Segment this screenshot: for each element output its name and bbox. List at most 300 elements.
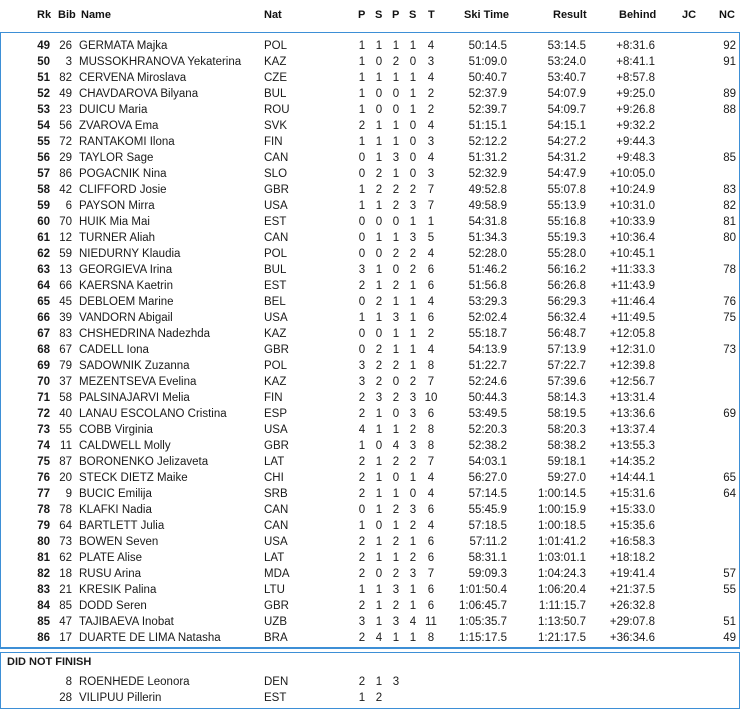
cell-ski: 1:01:50.4 [459,584,507,596]
cell-result: 57:39.6 [547,376,586,388]
cell-s2: 3 [409,200,417,212]
cell-behind: +13:31.4 [609,392,655,404]
cell-t: 4 [427,296,435,308]
cell-p1: 2 [358,600,366,612]
cell-result: 55:07.8 [547,184,586,196]
cell-p2: 0 [392,104,400,116]
cell-p1: 1 [358,200,366,212]
cell-s1: 1 [375,676,383,688]
cell-s1: 4 [375,632,383,644]
cell-result: 55:28.0 [547,248,586,260]
cell-s2: 1 [409,328,417,340]
cell-t: 8 [427,424,435,436]
col-jc: JC [682,9,697,21]
cell-bib: 85 [59,600,72,612]
cell-p2: 0 [392,376,400,388]
cell-rk: 86 [37,632,50,644]
cell-result: 53:24.0 [547,56,586,68]
table-row [0,422,742,438]
cell-rk: 77 [37,488,50,500]
cell-p1: 3 [358,360,366,372]
cell-nat: CZE [264,72,287,84]
cell-name: POGACNIK Nina [79,168,167,180]
cell-bib: 58 [59,392,72,404]
cell-bib: 9 [65,488,72,500]
cell-s2: 1 [409,344,417,356]
cell-s1: 0 [375,88,383,100]
cell-s1: 1 [375,616,383,628]
cell-nc: 51 [723,616,736,628]
table-row [0,374,742,390]
cell-rk: 78 [37,504,50,516]
cell-ski: 57:18.5 [468,520,507,532]
cell-t: 7 [427,376,435,388]
cell-nat: CHI [264,472,284,484]
table-row [0,630,742,646]
cell-bib: 11 [60,440,72,452]
cell-p1: 1 [358,440,366,452]
cell-nat: FIN [264,136,283,148]
cell-result: 57:22.7 [547,360,586,372]
cell-p2: 2 [392,56,400,68]
cell-ski: 51:15.1 [468,120,507,132]
table-row [0,86,742,102]
cell-nat: KAZ [264,328,287,340]
cell-p1: 2 [358,120,366,132]
cell-nat: FIN [264,392,283,404]
cell-result: 58:38.2 [547,440,586,452]
cell-s1: 1 [375,408,383,420]
cell-p2: 2 [392,248,400,260]
cell-behind: +10:24.9 [609,184,655,196]
cell-nat: KAZ [264,376,287,388]
cell-s2: 2 [409,248,417,260]
cell-name: LANAU ESCOLANO Cristina [79,408,227,420]
cell-t: 2 [427,104,435,116]
dnf-row [0,690,742,706]
cell-result: 58:19.5 [547,408,586,420]
cell-bib: 87 [59,456,72,468]
cell-s2: 3 [409,568,417,580]
cell-rk: 68 [37,344,50,356]
cell-nat: CAN [264,232,289,244]
table-row [0,214,742,230]
cell-rk: 74 [37,440,50,452]
cell-bib: 28 [59,692,72,704]
cell-name: NIEDURNY Klaudia [79,248,181,260]
table-row [0,118,742,134]
cell-bib: 13 [59,264,72,276]
cell-s2: 3 [409,392,417,404]
cell-behind: +15:35.6 [609,520,655,532]
cell-ski: 55:18.7 [468,328,507,340]
cell-bib: 20 [59,472,72,484]
cell-t: 3 [427,56,435,68]
cell-nc: 65 [723,472,736,484]
cell-p2: 1 [392,136,400,148]
cell-s2: 2 [409,376,417,388]
cell-t: 2 [427,328,435,340]
cell-behind: +11:43.9 [610,280,655,292]
cell-name: MUSSOKHRANOVA Yekaterina [79,56,242,68]
cell-ski: 52:28.0 [468,248,507,260]
cell-s2: 1 [409,104,417,116]
cell-behind: +9:44.3 [616,136,655,148]
cell-behind: +9:26.8 [616,104,655,116]
cell-nat: GBR [264,440,289,452]
cell-result: 1:00:14.5 [538,488,586,500]
cell-ski: 57:11.2 [469,536,507,548]
cell-nc: 82 [723,200,736,212]
table-row [0,358,742,374]
cell-p2: 1 [392,328,400,340]
cell-p2: 1 [392,552,400,564]
cell-name: SADOWNIK Zuzanna [79,360,190,372]
cell-nc: 91 [723,56,736,68]
cell-p2: 3 [392,676,400,688]
cell-behind: +14:44.1 [609,472,655,484]
cell-rk: 72 [37,408,50,420]
cell-ski: 51:22.7 [468,360,507,372]
cell-result: 59:27.0 [547,472,586,484]
cell-result: 56:26.8 [547,280,586,292]
cell-rk: 66 [37,312,50,324]
cell-name: GEORGIEVA Irina [79,264,173,276]
cell-rk: 79 [37,520,50,532]
cell-t: 6 [427,584,435,596]
cell-s2: 1 [409,360,417,372]
cell-p2: 3 [392,312,400,324]
cell-ski: 58:31.1 [468,552,507,564]
cell-t: 6 [427,536,435,548]
cell-rk: 70 [37,376,50,388]
cell-name: VANDORN Abigail [79,312,173,324]
cell-p2: 1 [392,424,400,436]
cell-p1: 3 [358,616,366,628]
cell-ski: 50:44.3 [468,392,507,404]
cell-rk: 52 [37,88,50,100]
cell-result: 54:31.2 [547,152,586,164]
cell-nc: 64 [723,488,736,500]
cell-nat: ESP [264,408,288,420]
cell-behind: +9:48.3 [616,152,655,164]
cell-t: 4 [427,520,435,532]
cell-ski: 1:06:45.7 [459,600,507,612]
table-row [0,54,742,70]
cell-s1: 2 [375,376,383,388]
cell-nat: LAT [264,552,285,564]
cell-s1: 1 [375,152,383,164]
col-rk: Rk [37,9,52,21]
cell-s2: 1 [409,40,417,52]
cell-rk: 80 [37,536,50,548]
cell-p2: 1 [392,296,400,308]
cell-bib: 82 [59,72,72,84]
cell-s1: 1 [375,456,383,468]
table-row [0,182,742,198]
cell-nc: 80 [723,232,736,244]
table-row [0,38,742,54]
cell-name: CADELL Iona [79,344,149,356]
cell-bib: 56 [59,120,72,132]
cell-s1: 1 [375,584,383,596]
cell-name: DEBLOEM Marine [79,296,174,308]
cell-s2: 0 [409,56,417,68]
cell-behind: +12:56.7 [609,376,655,388]
cell-name: KRESIK Palina [79,584,157,596]
cell-rk: 51 [37,72,50,84]
cell-result: 56:16.2 [547,264,586,276]
table-row [0,582,742,598]
cell-s1: 1 [375,552,383,564]
cell-name: HUIK Mia Mai [79,216,150,228]
cell-behind: +11:33.3 [610,264,655,276]
cell-rk: 75 [37,456,50,468]
cell-rk: 54 [37,120,50,132]
cell-result: 1:00:15.9 [538,504,586,516]
cell-p1: 4 [358,424,366,436]
cell-result: 1:03:01.1 [538,552,586,564]
cell-s1: 1 [375,40,383,52]
cell-p2: 0 [392,264,400,276]
cell-result: 54:47.9 [547,168,586,180]
cell-rk: 53 [37,104,50,116]
cell-result: 55:19.3 [547,232,586,244]
cell-p1: 1 [358,56,366,68]
cell-p2: 1 [392,232,400,244]
cell-nat: USA [264,312,288,324]
cell-result: 53:40.7 [547,72,586,84]
cell-nc: 76 [723,296,736,308]
cell-p2: 2 [392,392,400,404]
cell-s1: 1 [375,488,383,500]
cell-ski: 59:09.3 [468,568,507,580]
cell-p2: 2 [392,360,400,372]
cell-nc: 78 [723,264,736,276]
cell-bib: 17 [59,632,72,644]
cell-t: 7 [427,184,435,196]
cell-nc: 49 [723,632,736,644]
cell-s2: 1 [409,296,417,308]
cell-t: 4 [427,40,435,52]
table-row [0,518,742,534]
cell-result: 58:14.3 [547,392,586,404]
cell-t: 6 [427,264,435,276]
cell-nat: BEL [264,296,286,308]
dnf-row [0,674,742,690]
cell-t: 8 [427,440,435,452]
cell-ski: 51:31.2 [468,152,507,164]
cell-name: PAYSON Mirra [79,200,155,212]
cell-s1: 1 [375,136,383,148]
cell-p1: 0 [358,248,366,260]
cell-p2: 1 [392,520,400,532]
cell-p2: 1 [392,120,400,132]
cell-p2: 1 [392,72,400,84]
cell-behind: +8:57.8 [616,72,655,84]
cell-p2: 0 [392,88,400,100]
cell-s2: 1 [409,312,417,324]
cell-s1: 1 [375,280,383,292]
cell-p1: 2 [358,676,366,688]
cell-nat: EST [264,280,287,292]
cell-s1: 1 [375,536,383,548]
cell-nat: LAT [264,456,285,468]
cell-s2: 3 [409,408,417,420]
cell-p1: 2 [358,456,366,468]
cell-p1: 0 [358,232,366,244]
cell-rk: 49 [37,40,50,52]
cell-nat: POL [264,360,288,372]
cell-s1: 1 [375,424,383,436]
cell-result: 57:13.9 [547,344,586,356]
cell-p1: 0 [358,328,366,340]
cell-p1: 0 [358,152,366,164]
cell-bib: 42 [59,184,72,196]
cell-bib: 70 [59,216,72,228]
cell-s2: 0 [409,136,417,148]
cell-t: 6 [427,280,435,292]
cell-nat: USA [264,424,288,436]
cell-result: 53:14.5 [547,40,586,52]
cell-behind: +26:32.8 [609,600,655,612]
cell-bib: 45 [59,296,72,308]
cell-name: KAERSNA Kaetrin [79,280,173,292]
cell-ski: 51:56.8 [468,280,507,292]
cell-s2: 1 [409,600,417,612]
cell-s2: 1 [409,216,417,228]
cell-name: RANTAKOMI Ilona [79,136,175,148]
cell-name: BORONENKO Jelizaveta [79,456,209,468]
cell-rk: 56 [37,152,50,164]
cell-p2: 0 [392,216,400,228]
cell-t: 8 [427,360,435,372]
cell-bib: 66 [59,280,72,292]
cell-s1: 0 [375,248,383,260]
cell-bib: 18 [59,568,72,580]
cell-name: BUCIC Emilija [79,488,152,500]
cell-p2: 1 [392,344,400,356]
cell-ski: 1:05:35.7 [459,616,507,628]
cell-bib: 6 [65,200,72,212]
cell-name: DUICU Maria [79,104,148,116]
table-row [0,550,742,566]
cell-t: 5 [427,232,435,244]
cell-nat: SRB [264,488,288,500]
cell-behind: +10:45.1 [609,248,655,260]
cell-p1: 2 [358,552,366,564]
cell-rk: 73 [37,424,50,436]
cell-nat: ROU [264,104,290,116]
cell-p2: 4 [392,440,400,452]
cell-result: 54:27.2 [547,136,586,148]
cell-rk: 61 [37,232,50,244]
table-row [0,454,742,470]
table-row [0,230,742,246]
cell-p1: 2 [358,472,366,484]
col-s1: S [375,9,383,21]
cell-behind: +29:07.8 [609,616,655,628]
cell-rk: 65 [37,296,50,308]
cell-nat: BRA [264,632,288,644]
cell-t: 7 [427,456,435,468]
cell-p2: 0 [392,408,400,420]
cell-s1: 0 [375,328,383,340]
cell-t: 4 [427,120,435,132]
cell-ski: 52:20.3 [468,424,507,436]
cell-behind: +11:49.5 [610,312,655,324]
cell-nc: 83 [723,184,736,196]
cell-t: 7 [427,568,435,580]
cell-p1: 1 [358,72,366,84]
cell-name: DUARTE DE LIMA Natasha [79,632,221,644]
cell-bib: 62 [59,552,72,564]
cell-s2: 2 [409,520,417,532]
cell-s2: 0 [409,168,417,180]
cell-p1: 2 [358,632,366,644]
cell-ski: 54:31.8 [468,216,507,228]
cell-p2: 3 [392,616,400,628]
cell-rk: 82 [37,568,50,580]
cell-behind: +13:37.4 [609,424,655,436]
cell-s2: 1 [409,72,417,84]
cell-p1: 0 [358,344,366,356]
cell-ski: 52:38.2 [468,440,507,452]
cell-behind: +14:35.2 [609,456,655,468]
cell-bib: 8 [65,676,72,688]
cell-s2: 0 [409,152,417,164]
table-row [0,486,742,502]
cell-behind: +12:05.8 [609,328,655,340]
cell-ski: 53:49.5 [468,408,507,420]
cell-p1: 1 [358,40,366,52]
cell-p2: 1 [392,632,400,644]
table-row [0,566,742,582]
cell-nat: KAZ [264,56,287,68]
cell-bib: 39 [59,312,72,324]
cell-rk: 81 [37,552,50,564]
cell-p1: 2 [358,408,366,420]
cell-s2: 2 [409,184,417,196]
cell-name: TAJIBAEVA Inobat [79,616,174,628]
cell-t: 6 [427,600,435,612]
table-row [0,70,742,86]
cell-s1: 1 [375,72,383,84]
cell-nat: USA [264,200,288,212]
cell-p1: 0 [358,504,366,516]
cell-behind: +12:39.8 [609,360,655,372]
cell-s2: 2 [409,424,417,436]
cell-name: GERMATA Majka [79,40,168,52]
cell-nat: CAN [264,152,289,164]
cell-p2: 2 [392,504,400,516]
cell-s1: 1 [375,504,383,516]
cell-result: 59:18.1 [547,456,586,468]
cell-s2: 2 [409,264,417,276]
cell-s1: 2 [375,344,383,356]
cell-p2: 2 [392,600,400,612]
table-row [0,534,742,550]
cell-t: 6 [427,408,435,420]
cell-name: CHAVDAROVA Bilyana [79,88,199,100]
cell-s1: 1 [375,120,383,132]
cell-ski: 52:37.9 [468,88,507,100]
col-s2: S [409,9,417,21]
cell-result: 56:48.7 [547,328,586,340]
cell-nc: 89 [723,88,736,100]
cell-s2: 2 [409,456,417,468]
cell-behind: +8:41.1 [616,56,655,68]
